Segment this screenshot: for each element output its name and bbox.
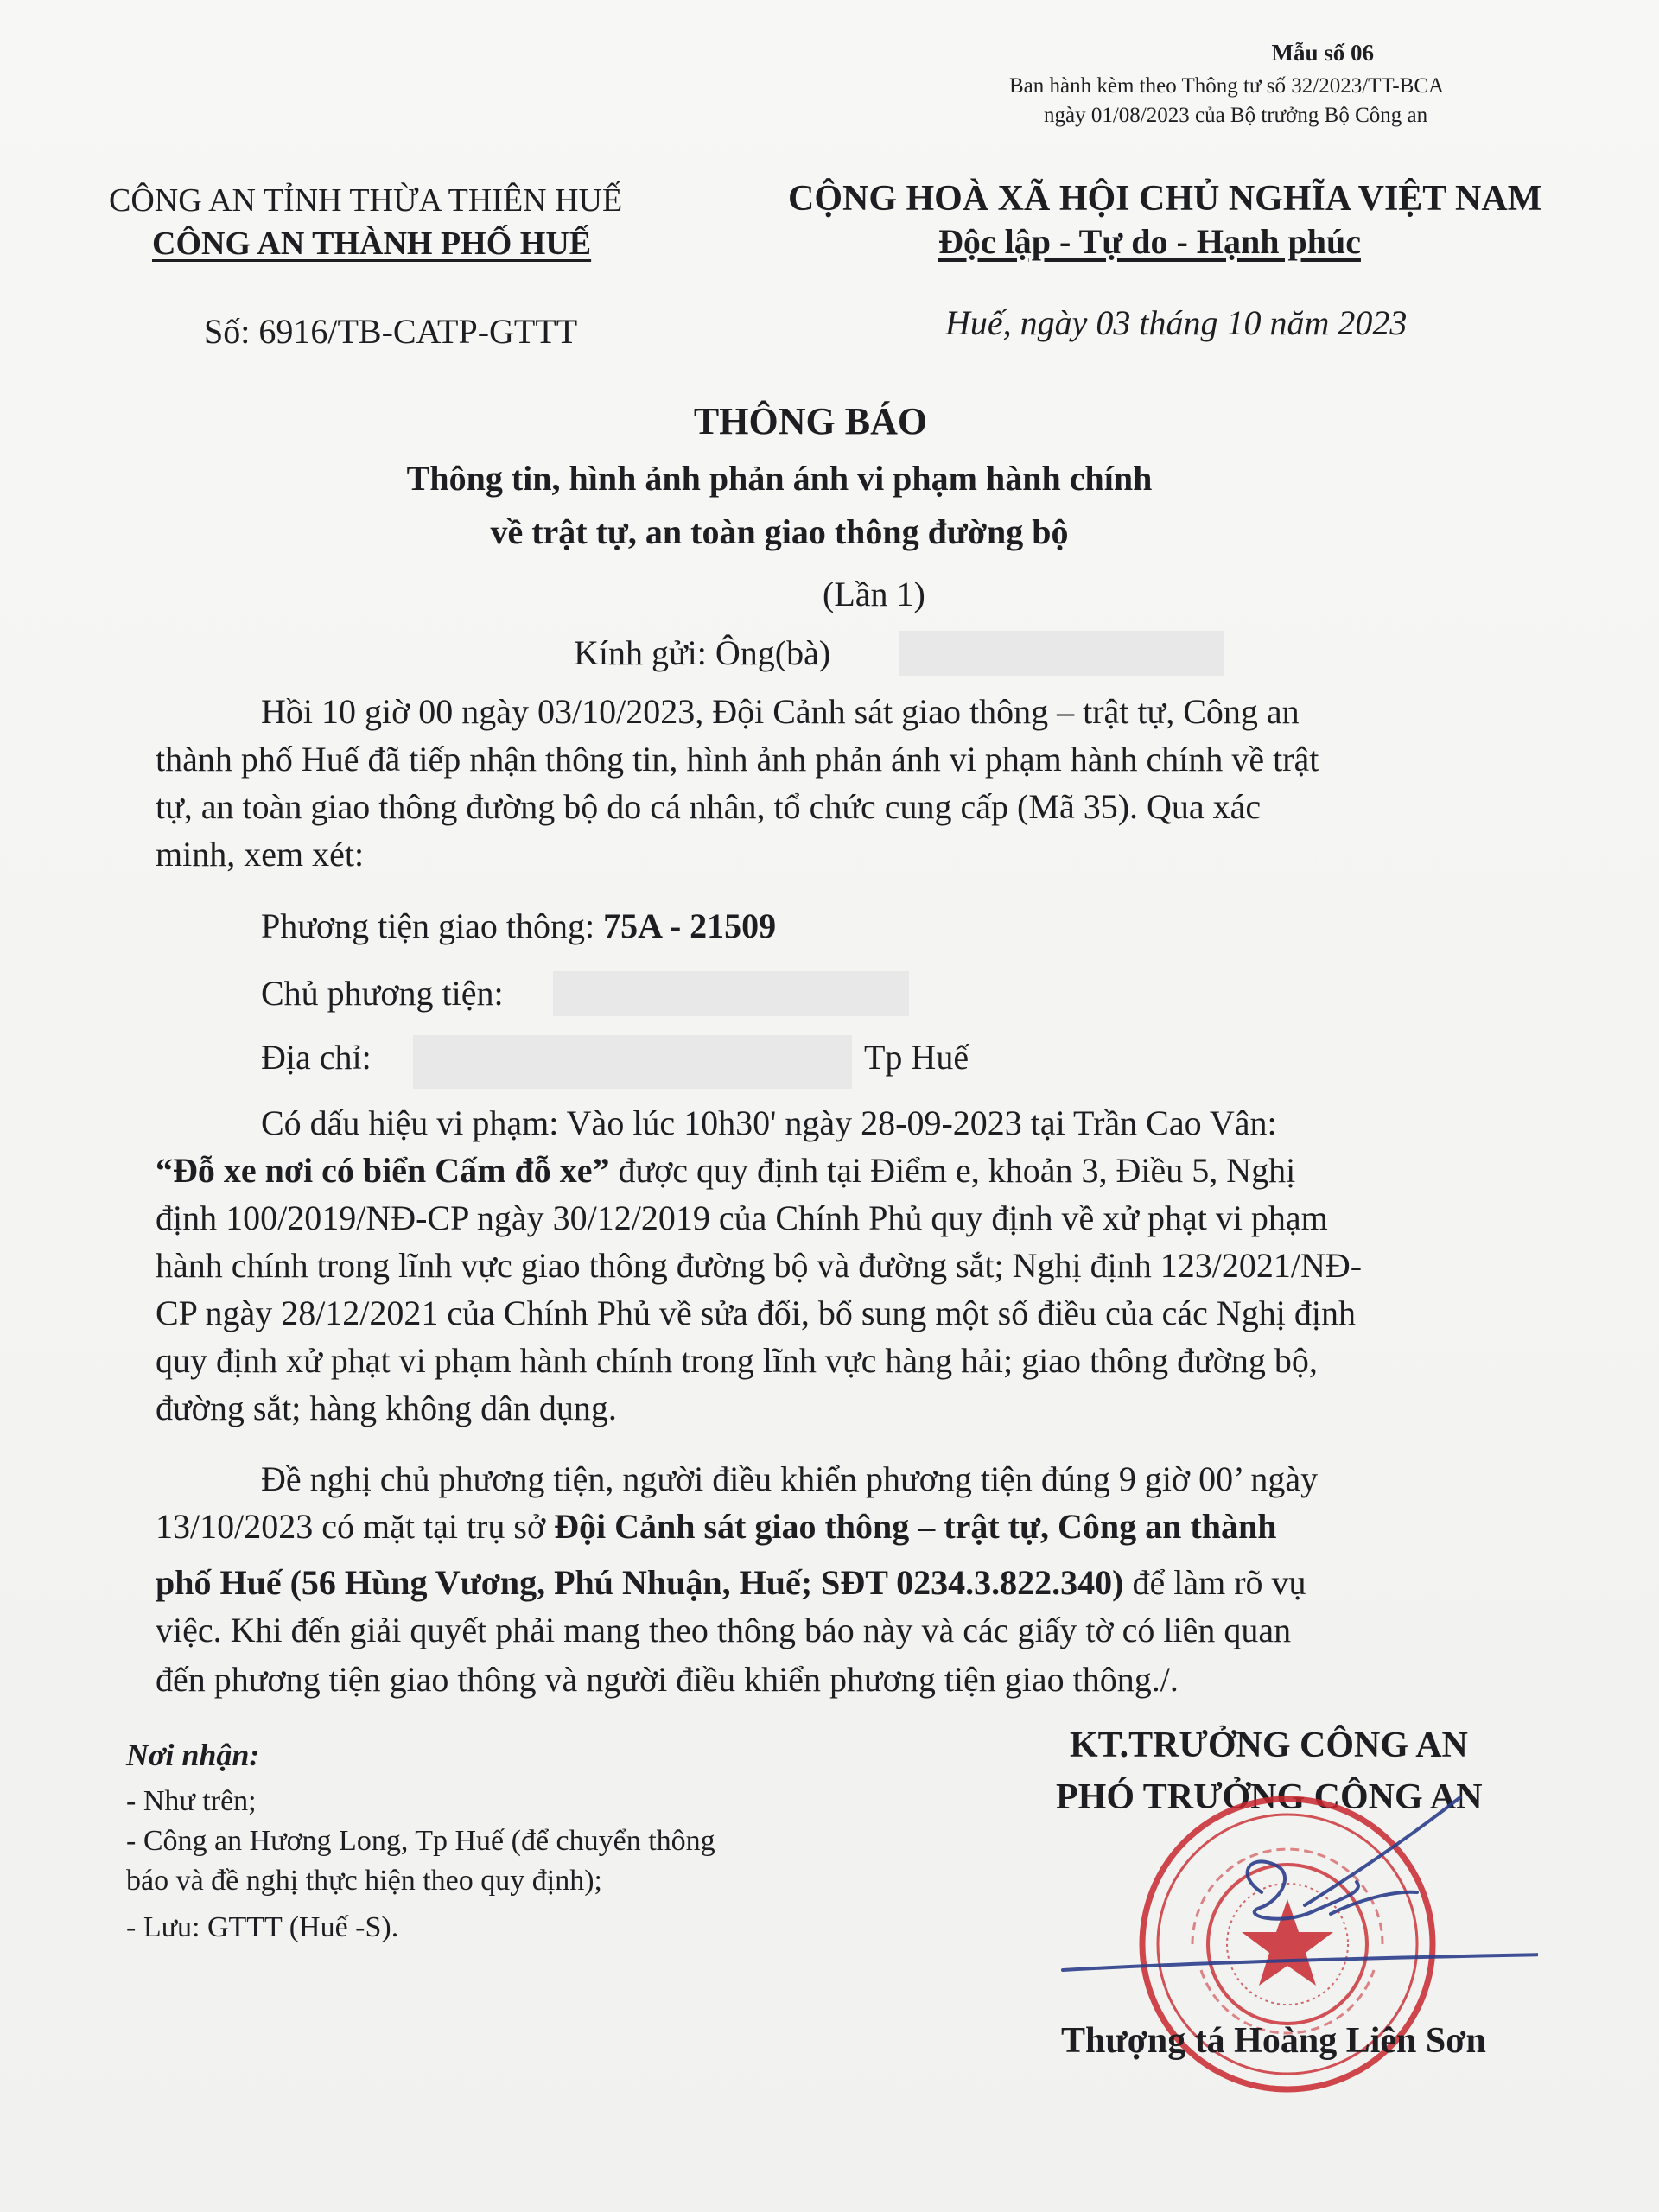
redacted-name: [899, 631, 1224, 676]
para1-line4: minh, xem xét:: [156, 835, 365, 874]
request-line3: phố Huế (56 Hùng Vương, Phú Nhuận, Huế; SĐT 0234.3.822.340) để làm rõ vụ: [156, 1563, 1306, 1602]
signer-name: Thượng tá Hoàng Liên Sơn: [1061, 2021, 1486, 2061]
violation-line2: “Đỗ xe nơi có biển Cấm đỗ xe” được quy định tại Điểm e, khoản 3, Điều 5, Nghị: [156, 1151, 1296, 1190]
signature-title-line1: KT.TRƯỞNG CÔNG AN: [1070, 1726, 1468, 1765]
recipients-heading: Nơi nhận:: [126, 1738, 260, 1772]
violation-quote: “Đỗ xe nơi có biển Cấm đỗ xe”: [156, 1151, 610, 1190]
document-number: Số: 6916/TB-CATP-GTTT: [204, 312, 578, 351]
para1-line3: tự, an toàn giao thông đường bộ do cá nhân, tổ chức cung cấp (Mã 35). Qua xác: [156, 787, 1262, 826]
violation-line6: quy định xử phạt vi phạm hành chính trong lĩnh vực hàng hải; giao thông đường bộ,: [156, 1341, 1318, 1380]
para1-line1: Hồi 10 giờ 00 ngày 03/10/2023, Đội Cảnh sát giao thông – trật tự, Công an: [261, 692, 1300, 731]
violation-line1: Có dấu hiệu vi phạm: Vào lúc 10h30' ngày 28-09-2023 tại Trần Cao Vân:: [261, 1103, 1277, 1142]
document-title: THÔNG BÁO: [693, 400, 928, 442]
violation-line4: hành chính trong lĩnh vực giao thông đường bộ và đường sắt; Nghị định 123/2021/NĐ-: [156, 1246, 1363, 1285]
violation-line7: đường sắt; hàng không dân dụng.: [156, 1389, 617, 1427]
owner-line: Chủ phương tiện:: [261, 974, 504, 1013]
request-line2: 13/10/2023 có mặt tại trụ sở Đội Cảnh sát giao thông – trật tự, Công an thành: [156, 1507, 1277, 1546]
addressee-line: Kính gửi: Ông(bà): [574, 633, 831, 672]
recipient-item: - Như trên;: [126, 1785, 257, 1817]
agency-name: CÔNG AN THÀNH PHỐ HUẾ: [152, 226, 592, 262]
recipient-item: - Lưu: GTTT (Huế -S).: [126, 1911, 399, 1943]
request-line5: đến phương tiện giao thông và người điều khiển phương tiện giao thông./.: [156, 1660, 1179, 1699]
form-reference-line1: Ban hành kèm theo Thông tư số 32/2023/TT-BCA: [1009, 74, 1445, 98]
place-and-date: Huế, ngày 03 tháng 10 năm 2023: [945, 303, 1408, 342]
national-title: CỘNG HOÀ XÃ HỘI CHỦ NGHĨA VIỆT NAM: [788, 179, 1542, 219]
agency-parent: CÔNG AN TỈNH THỪA THIÊN HUẾ: [109, 182, 623, 219]
redacted-owner: [553, 971, 909, 1016]
request-line4: việc. Khi đến giải quyết phải mang theo thông báo này và các giấy tờ có liên quan: [156, 1611, 1292, 1649]
vehicle-line: Phương tiện giao thông: 75A - 21509: [261, 906, 777, 945]
violation-line5: CP ngày 28/12/2021 của Chính Phủ về sửa đổi, bổ sung một số điều của các Nghị định: [156, 1294, 1356, 1332]
para1-line2: thành phố Huế đã tiếp nhận thông tin, hình ảnh phản ánh vi phạm hành chính về trật: [156, 740, 1319, 779]
license-plate: 75A - 21509: [603, 906, 777, 945]
national-motto: Độc lập - Tự do - Hạnh phúc: [938, 222, 1361, 261]
request-line1: Đề nghị chủ phương tiện, người điều khiển phương tiện đúng 9 giờ 00’ ngày: [261, 1459, 1319, 1498]
form-number: Mẫu số 06: [1271, 40, 1374, 66]
address-city: Tp Huế: [864, 1038, 969, 1077]
handwritten-signature-icon: [1054, 1763, 1538, 2056]
address-label: Địa chỉ:: [261, 1038, 372, 1077]
document-subtitle-line2: về trật tự, an toàn giao thông đường bộ: [490, 512, 1069, 551]
redacted-address: [413, 1035, 852, 1089]
recipient-item: báo và đề nghị thực hiện theo quy định);: [126, 1865, 602, 1897]
document-subtitle-line1: Thông tin, hình ảnh phản ánh vi phạm hành chính: [406, 459, 1153, 498]
notice-round: (Lần 1): [823, 575, 925, 613]
recipient-item: - Công an Hương Long, Tp Huế (để chuyển thông: [126, 1825, 715, 1857]
form-reference-line2: ngày 01/08/2023 của Bộ trưởng Bộ Công an: [1044, 104, 1428, 127]
violation-line3: định 100/2019/NĐ-CP ngày 30/12/2019 của Chính Phủ quy định về xử phạt vi phạm: [156, 1198, 1328, 1237]
signature-title-line2: PHÓ TRƯỞNG CÔNG AN: [1056, 1777, 1483, 1817]
